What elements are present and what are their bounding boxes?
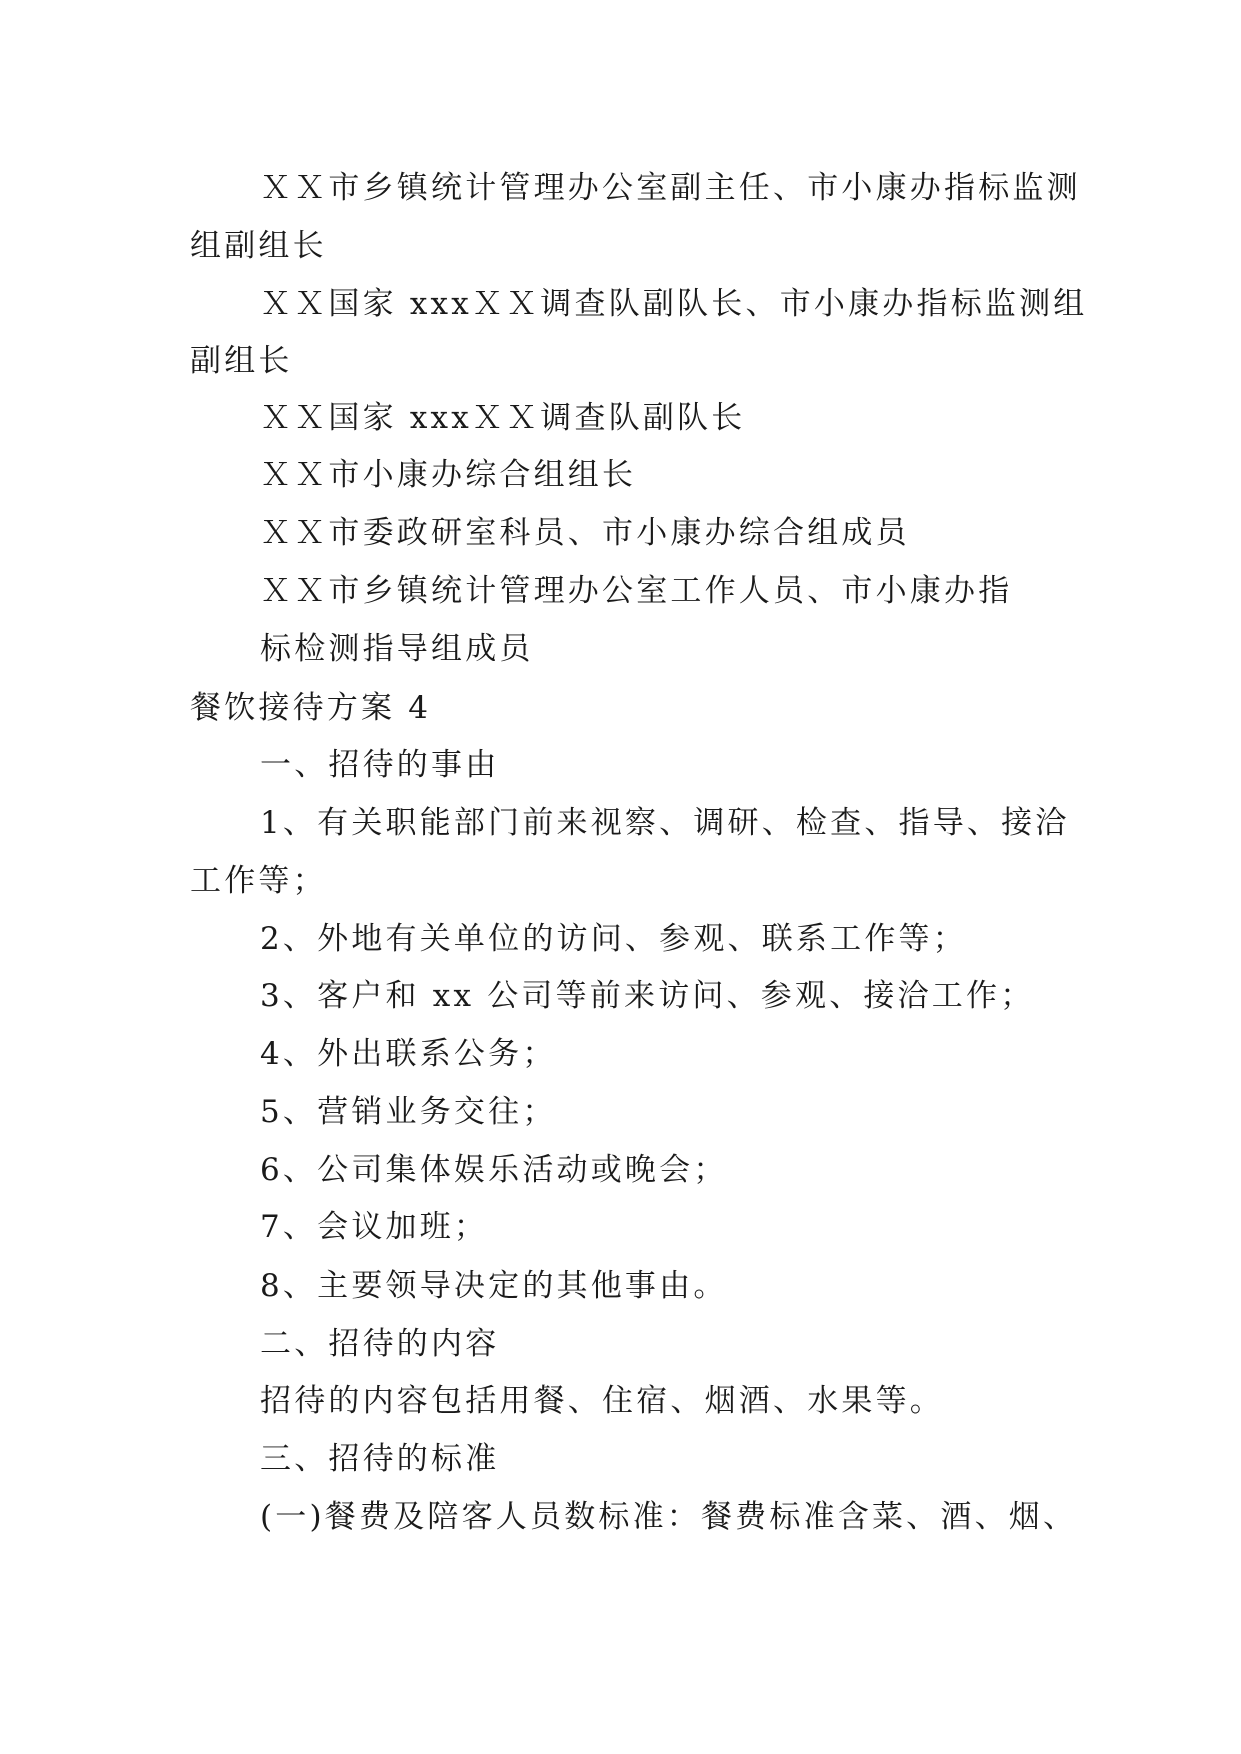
paragraph-standard: (一)餐费及陪客人员数标准：餐费标准含菜、酒、烟、 (260, 1499, 1078, 1535)
list-item-8: 8、主要领导决定的其他事由。 (260, 1268, 728, 1304)
text-line-7: ＸＸ市委政研室科员、市小康办综合组成员 (260, 515, 910, 551)
list-item-6: 6、公司集体娱乐活动或晚会； (260, 1152, 728, 1188)
text-line-8: ＸＸ市乡镇统计管理办公室工作人员、市小康办指 (260, 573, 1013, 609)
text-line-5: ＸＸ国家 xxxＸＸ调查队副队长 (260, 400, 746, 436)
list-item-1: 1、有关职能部门前来视察、调研、检查、指导、接洽 (260, 805, 1070, 841)
text-line-3: ＸＸ国家 xxxＸＸ调查队副队长、市小康办指标监测组 (260, 286, 1088, 322)
section-heading: 餐饮接待方案 4 (190, 690, 432, 726)
subheading-3: 三、招待的标准 (260, 1441, 500, 1477)
list-item-2: 2、外地有关单位的访问、参观、联系工作等； (260, 921, 967, 957)
paragraph-content: 招待的内容包括用餐、住宿、烟酒、水果等。 (260, 1383, 944, 1419)
list-item-1-cont: 工作等； (190, 863, 327, 899)
subheading-2: 二、招待的内容 (260, 1326, 500, 1362)
text-line-4: 副组长 (190, 343, 293, 379)
text-line-2: 组副组长 (190, 228, 327, 264)
text-line-6: ＸＸ市小康办综合组组长 (260, 457, 637, 493)
list-item-5: 5、营销业务交往； (260, 1094, 557, 1130)
list-item-3: 3、客户和 xx 公司等前来访问、参观、接洽工作； (260, 978, 1035, 1014)
text-line-1: ＸＸ市乡镇统计管理办公室副主任、市小康办指标监测 (260, 170, 1081, 206)
list-item-4: 4、外出联系公务； (260, 1036, 557, 1072)
subheading-1: 一、招待的事由 (260, 747, 500, 783)
list-item-7: 7、会议加班； (260, 1209, 489, 1245)
text-line-9: 标检测指导组成员 (260, 631, 534, 667)
